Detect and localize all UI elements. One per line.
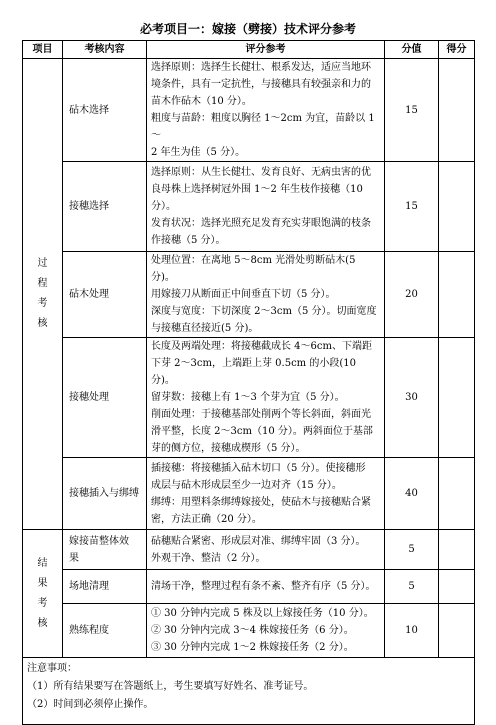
criteria-line: 选择原则：从生长健壮、发育良好、无病虫害的优: [151, 167, 371, 178]
criteria-line: 选择原则：选择生长健壮、根系发达，适应当地环: [151, 62, 371, 73]
criteria-cell: [147, 162, 385, 252]
criteria-line: 清场干净，整理过程有条不紊、整齐有序（5 分）。: [151, 581, 376, 592]
table-row: [23, 458, 475, 530]
criteria-line: ② 30 分钟内完成 3～4 株嫁接任务（6 分）。: [151, 625, 354, 636]
table-row: [23, 604, 475, 658]
content-cell: 熟练程度: [63, 604, 147, 658]
criteria-line: 与接穗直径接近(5 分)。: [151, 323, 259, 334]
header-criteria: 评分参考: [147, 41, 385, 59]
earned-cell[interactable]: [439, 252, 475, 338]
notes-item: （2）时间到必须停止操作。: [27, 699, 154, 710]
criteria-line: ③ 30 分钟内完成 1～2 株嫁接任务（2 分）。: [151, 642, 354, 653]
criteria-cell: [147, 59, 385, 162]
criteria-cell: [147, 570, 385, 604]
table-header-row: [23, 41, 475, 59]
group-label-result: [23, 530, 63, 658]
criteria-line: 绑缚：用塑料条绑缚嫁接处，使砧木与接穗贴合紧: [151, 496, 371, 508]
criteria-cell: [147, 530, 385, 570]
criteria-cell: [147, 458, 385, 530]
criteria-line: 深度与宽度：下切深度 2～3cm（5 分）。切面宽度: [151, 306, 377, 317]
score-cell: 40: [385, 458, 439, 530]
table-row: [23, 570, 475, 604]
content-line: 果: [69, 552, 79, 564]
content-cell: 场地清理: [63, 570, 147, 604]
criteria-line: 插接穗：将接穗插入砧木切口（5 分）。使接穗形: [151, 462, 366, 474]
earned-cell[interactable]: [439, 59, 475, 162]
table-row: [23, 530, 475, 570]
header-content: 考核内容: [63, 41, 147, 59]
scoring-table: [22, 40, 475, 725]
content-line: 嫁接苗整体效: [69, 535, 129, 547]
score-cell: 15: [385, 162, 439, 252]
notes-heading: 注意事项：: [27, 663, 77, 674]
score-cell: 30: [385, 338, 439, 458]
criteria-line: 滑平整，长度 2～3cm（10 分）。两斜面位于基部: [151, 426, 373, 437]
criteria-line: 粗度与苗龄：粗度以胸径 1～2cm 为宜，苗龄以 1～: [151, 113, 375, 141]
score-cell: 5: [385, 530, 439, 570]
criteria-line: 作接穗（5 分）。: [151, 235, 226, 246]
earned-cell[interactable]: [439, 338, 475, 458]
notes-cell: [23, 658, 475, 725]
group-label-process: [23, 59, 63, 530]
criteria-line: 良母株上选择树冠外围 1～2 年生枝作接穗（10: [151, 184, 363, 195]
score-cell: 20: [385, 252, 439, 338]
page-title: 必考项目一：嫁接（劈接）技术评分参考: [139, 22, 356, 36]
criteria-line: 发育状况：选择光照充足发育充实芽眼饱满的枝条: [151, 218, 371, 229]
criteria-cell: [147, 252, 385, 338]
criteria-line: 芽的侧方位，接穗成楔形（5 分）。: [151, 443, 306, 454]
content-cell: [63, 530, 147, 570]
group-label-char: 果: [37, 577, 48, 589]
criteria-line: 苗木作砧木（10 分）。: [151, 96, 252, 107]
criteria-cell: [147, 604, 385, 658]
criteria-line: 下芽 2～3cm，上端距上芽 0.5cm 的小段(10 分)。: [151, 358, 356, 386]
criteria-line: 留芽数：接穗上有 1～3 个芽为宜（5 分）。: [151, 392, 345, 403]
criteria-line: 成层与砧木形成层至少一边对齐（15 分）。: [151, 479, 342, 491]
criteria-line: 削面处理：于接穗基部处削两个等长斜面，斜面光: [151, 409, 371, 420]
group-label-char: 考: [37, 298, 48, 309]
content-cell: 接穗插入与绑缚: [63, 458, 147, 530]
score-cell: 10: [385, 604, 439, 658]
notes-row: [23, 658, 475, 725]
table-row: [23, 162, 475, 252]
criteria-line: 2 年生为佳（5 分）。: [151, 147, 246, 158]
content-cell: 砧木选择: [63, 59, 147, 162]
group-label-char: 核: [37, 318, 48, 329]
score-cell: 5: [385, 570, 439, 604]
criteria-line: 砧穗贴合紧密、形成层对准、绑缚牢固（3 分）。: [151, 535, 366, 547]
criteria-line: 境条件，具有一定抗性，与接穗具有较强亲和力的: [151, 79, 371, 90]
group-label-char: 程: [37, 278, 48, 289]
criteria-cell: [147, 338, 385, 458]
header-score: 分值: [385, 41, 439, 59]
earned-cell[interactable]: [439, 604, 475, 658]
criteria-line: 长度及两端处理：将接穗截成长 4～6cm、下端距: [151, 341, 372, 352]
group-label-char: 结: [37, 557, 48, 569]
content-cell: 接穗处理: [63, 338, 147, 458]
group-label-char: 考: [37, 597, 48, 609]
earned-cell[interactable]: [439, 570, 475, 604]
criteria-line: 用嫁接刀从断面正中间垂直下切（5 分）。: [151, 289, 336, 300]
content-cell: 砧木处理: [63, 252, 147, 338]
table-row: [23, 338, 475, 458]
score-cell: 15: [385, 59, 439, 162]
criteria-line: 密，方法正确（20 分）。: [151, 513, 262, 525]
earned-cell[interactable]: [439, 530, 475, 570]
header-earned: 得分: [439, 41, 475, 59]
earned-cell[interactable]: [439, 162, 475, 252]
earned-cell[interactable]: [439, 458, 475, 530]
table-row: [23, 59, 475, 162]
criteria-line: ① 30 分钟内完成 5 株及以上嫁接任务（10 分）。: [151, 608, 374, 619]
table-row: [23, 252, 475, 338]
group-label-char: 核: [37, 617, 48, 629]
group-label-char: 过: [37, 258, 48, 269]
criteria-line: 分）。: [151, 201, 176, 212]
header-project: 项目: [23, 41, 63, 59]
criteria-line: 外观干净、整洁（2 分）。: [151, 552, 266, 564]
criteria-line: 处理位置：在离地 5～8cm 光滑处剪断砧木(5 分)。: [151, 255, 356, 283]
notes-item: （1）所有结果要写在答题纸上，考生要填写好姓名、准考证号。: [27, 681, 314, 692]
content-cell: 接穗选择: [63, 162, 147, 252]
